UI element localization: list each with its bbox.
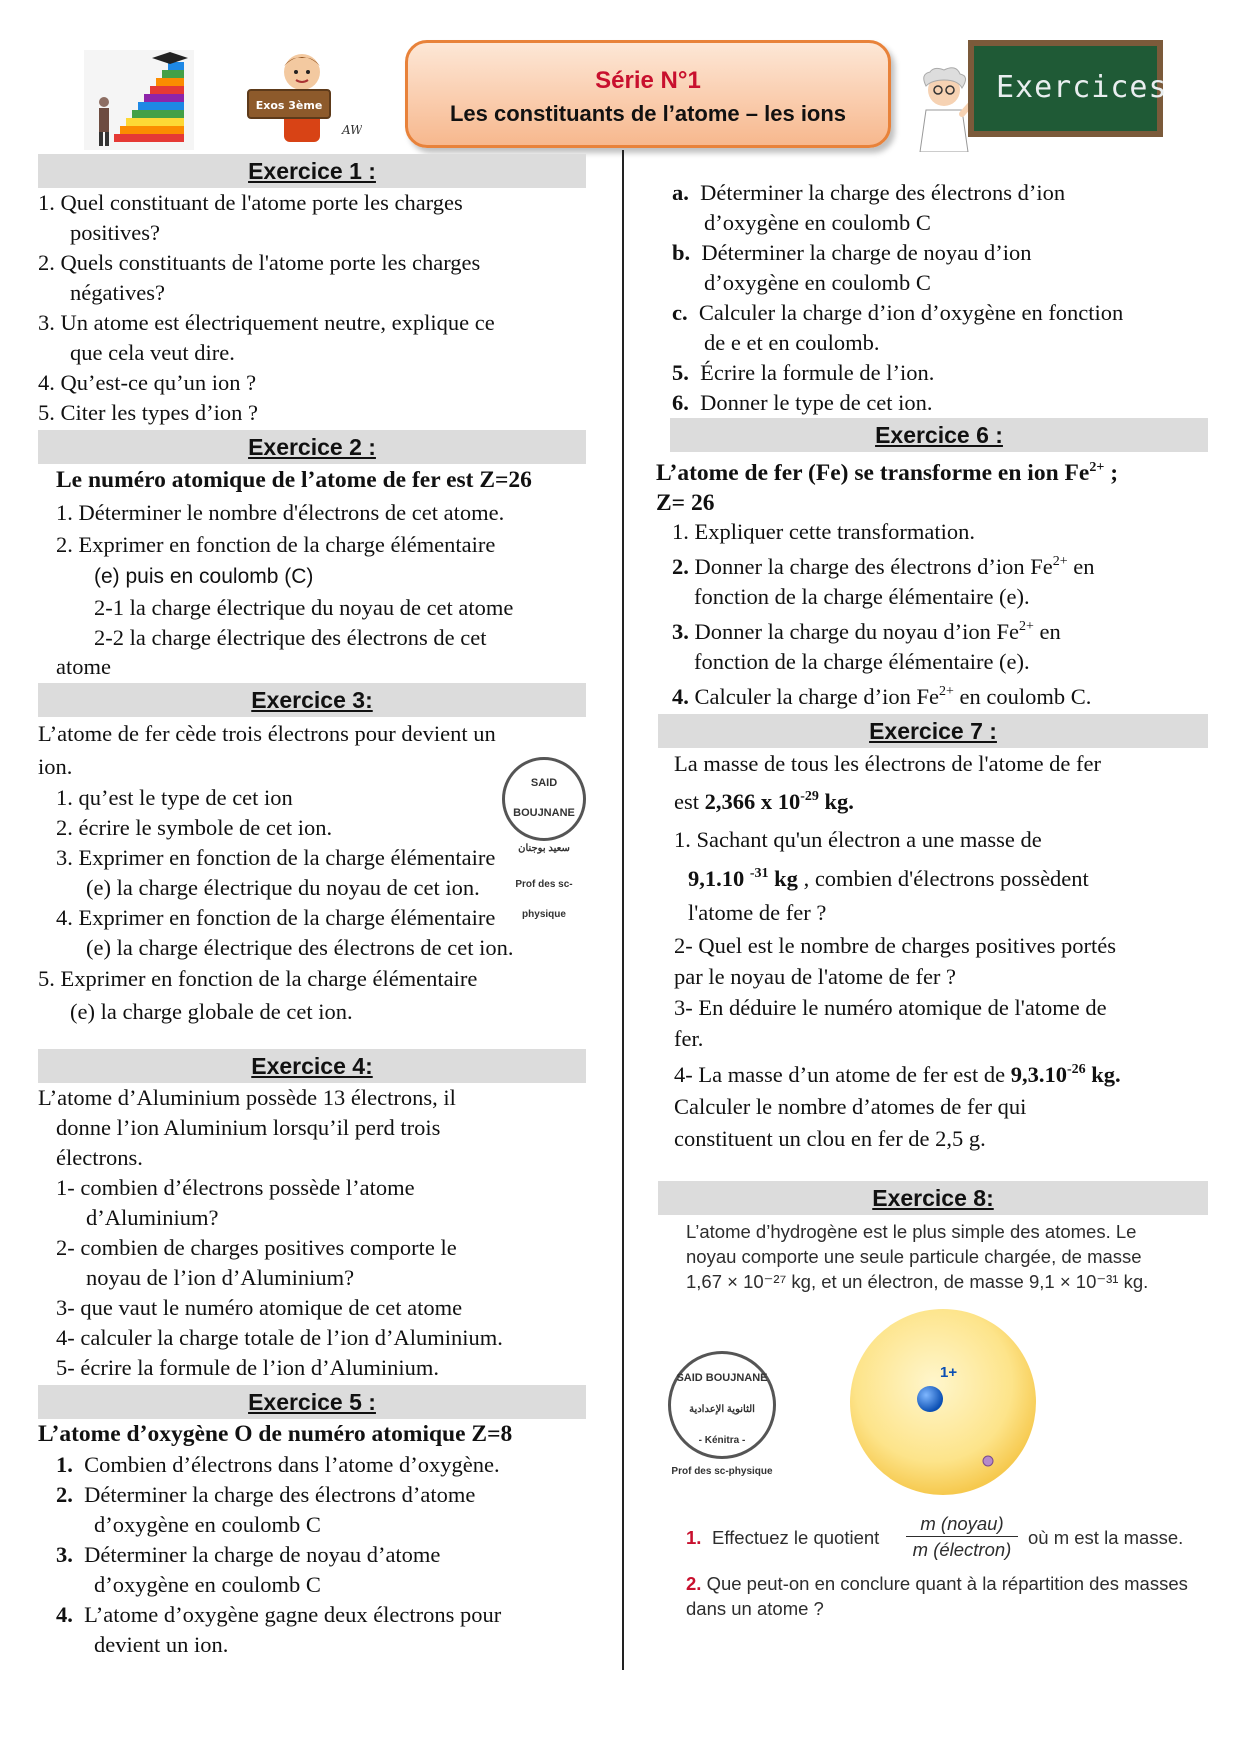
exercise-7-body [658,748,1208,1155]
stamp-city: - Kénitra - [698,1435,746,1446]
ex5-sub-num: 6. [672,390,689,415]
ex5-sub-text: d’oxygène en coulomb C [704,270,931,295]
ex5-sub-num: 5. [672,360,689,385]
ex3-line: (e) la charge globale de cet ion. [70,999,353,1024]
ex8-text: 1,67 × 10⁻²⁷ kg, et un électron, de masse 9,1 × 10⁻³¹ kg. [686,1271,1149,1292]
ex7-value: 2,366 x 10 [704,789,801,814]
stamp-role: Prof des sc-physique [671,1466,773,1477]
ex1-line: que cela veut dire. [70,340,235,365]
ex3-line: 3. Exprimer en fonction de la charge élémentaire [56,845,496,870]
ex4-line: électrons. [56,1145,143,1170]
ex7-line: Calculer le nombre d’atomes de fer qui [674,1094,1027,1119]
stamp-name: SAID BOUJNANE [676,1372,768,1384]
ex7-unit: kg. [1085,1062,1121,1087]
electron-cloud [850,1309,1036,1495]
ex6-text: Calculer la charge d’ion Fe [688,684,939,709]
ex7-line: fer. [674,1026,704,1051]
exercise-6-header [670,418,1208,452]
exercise-6-title: Exercice 6 : [875,422,1003,448]
ex6-sup: 2+ [1089,460,1105,475]
ex6-text: Donner la charge des électrons d’ion Fe [688,554,1053,579]
ex3-line: 2. écrire le symbole de cet ion. [56,815,333,840]
ex6-text: en [1033,619,1061,644]
ex5-sub-text: Écrire la formule de l’ion. [694,360,935,385]
ex5-intro: L’atome d’oxygène O de numéro atomique Z=8 [38,1421,513,1447]
ex4-line: noyau de l’ion d’Aluminium? [86,1265,355,1290]
ex7-line: par le noyau de l'atome de fer ? [674,964,957,989]
ex3-line: 5. Exprimer en fonction de la charge élémentaire [38,966,478,991]
ex4-line: L’atome d’Aluminium possède 13 électrons, il [38,1085,456,1110]
ex2-line: atome [56,654,111,679]
exercise-5-title: Exercice 5 : [248,1389,376,1415]
ex6-num: 3. [672,619,689,644]
ex5-sub-text: d’oxygène en coulomb C [704,210,931,235]
ex6-line: fonction de la charge élémentaire (e). [694,584,1030,609]
ex6-sup: 2+ [1052,554,1068,569]
ex5-text: Déterminer la charge des électrons d’atome [84,1482,476,1507]
ex1-line: positives? [70,220,160,245]
ex5-num: 3. [56,1542,73,1567]
ex4-line: 1- combien d’électrons possède l’atome [56,1175,415,1200]
ex8-question-1 [686,1511,1226,1563]
ex6-text: Donner la charge du noyau d’ion Fe [688,619,1019,644]
serie-title: Série N°1 [595,67,701,94]
ex7-sup: -31 [749,866,769,881]
badge-text: Exos 3ème [255,99,323,112]
ex8-q-text: dans un atome ? [686,1598,824,1619]
ex4-line: 3- que vaut le numéro atomique de cet atome [56,1295,463,1320]
ex3-line: ion. [38,754,73,779]
ex6-num: 4. [672,684,689,709]
ex1-line: négatives? [70,280,165,305]
exercise-7-title: Exercice 7 : [869,718,997,744]
ex1-line: 5. Citer les types d’ion ? [38,400,258,425]
exercise-4-header [38,1049,586,1083]
ex5-sub-text: de e et en coulomb. [704,330,880,355]
ex4-line: 4- calculer la charge totale de l’ion d’Aluminium. [56,1325,503,1350]
ex5-sub-num: c. [672,300,688,325]
column-divider [622,150,624,1670]
ex2-line: 1. Déterminer le nombre d'électrons de cet atome. [56,500,505,525]
right-column [658,178,1208,1629]
exercise-5-continued [658,178,1208,418]
nucleus [917,1386,943,1412]
ex3-line: 1. qu’est le type de cet ion [56,785,293,810]
ex5-text: Déterminer la charge de noyau d’atome [84,1542,441,1567]
ex7-line: constituent un clou en fer de 2,5 g. [674,1126,986,1151]
exercise-7-header [658,714,1208,748]
exercise-6-body [656,452,1208,712]
teacher-stamp [502,757,586,920]
electron [983,1456,993,1466]
exercise-3-title: Exercice 3: [251,687,373,713]
ex3-line: (e) la charge électrique du noyau de cet ion. [86,875,480,900]
ex5-sub-text: Calculer la charge d’ion d’oxygène en fonction [698,300,1124,325]
ex5-sub-text: Déterminer la charge des électrons d’ion [700,180,1066,205]
exercise-8-body [658,1215,1208,1629]
ex7-unit: kg [768,866,798,891]
ex2-line: 2-2 la charge électrique des électrons de cet [94,625,487,650]
ex7-sup: -26 [1067,1062,1086,1077]
ex7-unit: kg. [818,789,854,814]
exercise-3-header [38,683,586,717]
ex2-line: (e) puis en coulomb (C) [94,565,314,588]
exercise-4-body [38,1083,586,1383]
badge-signature: AW [342,123,362,137]
ex5-sub-text: Déterminer la charge de noyau d’ion [701,240,1032,265]
exercise-8-header [658,1181,1208,1215]
ex7-value: 9,3.10 [1010,1062,1067,1087]
ex8-text: L’atome d’hydrogène est le plus simple des atomes. Le [686,1221,1137,1242]
ex6-line: fonction de la charge élémentaire (e). [694,649,1030,674]
ex8-question-2 [686,1571,1226,1621]
ex3-line: L’atome de fer cède trois électrons pour devient un [38,721,496,746]
ex6-z: Z= 26 [656,490,715,516]
ex6-text: en coulomb C. [953,684,1092,709]
ex5-text: d’oxygène en coulomb C [94,1572,321,1597]
ex8-q-text: Que peut-on en conclure quant à la répartition des masses [706,1573,1188,1594]
ex5-text: Combien d’électrons dans l’atome d’oxygène. [84,1452,500,1477]
ex7-line: 3- En déduire le numéro atomique de l'atome de [674,995,1107,1020]
ex7-line: La masse de tous les électrons de l'atome de fer [674,751,1102,776]
ex5-sub-text: Donner le type de cet ion. [694,390,933,415]
ex2-intro: Le numéro atomique de l’atome de fer est Z=26 [56,467,532,493]
ex7-text: est [674,789,705,814]
ex8-text: noyau comporte une seule particule chargée, de masse [686,1246,1142,1267]
ex5-num: 1. [56,1452,73,1477]
nucleus-charge: 1+ [940,1364,958,1381]
ex5-text: d’oxygène en coulomb C [94,1512,321,1537]
ex6-sup: 2+ [939,684,954,699]
ex6-intro: L’atome de fer (Fe) se transforme en ion Fe [656,460,1090,486]
ex7-text: , combien d'électrons possèdent [797,866,1089,891]
exercise-3-body [38,717,586,1029]
fraction-denominator: m (électron) [912,1539,1012,1560]
ex8-q-text: où m est la masse. [1028,1527,1184,1548]
exercise-2-header [38,430,586,464]
exercise-1-title: Exercice 1 : [248,158,376,184]
exercise-1-body [38,188,586,428]
serie-subtitle: Les constituants de l’atome – les ions [449,101,847,126]
stamp-line: سعيد بوجنان [518,843,570,854]
ex6-sup: 2+ [1019,619,1034,634]
ex4-line: d’Aluminium? [86,1205,219,1230]
ex6-line: 1. Expliquer cette transformation. [672,519,976,544]
ex8-q-num: 1. [686,1527,702,1548]
ex5-text: devient un ion. [94,1632,229,1657]
stamp-name: SAID BOUJNANE [513,777,575,819]
ex7-text: 4- La masse d’un atome de fer est de [674,1062,1011,1087]
ex5-num: 2. [56,1482,73,1507]
ex7-line: l'atome de fer ? [688,900,827,925]
ex4-line: 5- écrire la formule de l’ion d’Aluminium. [56,1355,440,1380]
ex2-line: 2. Exprimer en fonction de la charge élémentaire [56,532,496,557]
ex8-q-num: 2. [686,1573,702,1594]
stairs-logo [84,50,194,150]
exercise-1-header [38,154,586,188]
ex1-line: 2. Quels constituants de l'atome porte les charges [38,250,481,275]
ex7-line: 2- Quel est le nombre de charges positives portés [674,933,1116,958]
ex5-sub-num: a. [672,180,689,205]
ex6-num: 2. [672,554,689,579]
ex8-q-text: Effectuez le quotient [712,1527,880,1548]
hydrogen-atom-diagram [848,1307,1038,1497]
ex3-line: 4. Exprimer en fonction de la charge élémentaire [56,905,496,930]
exercise-2-title: Exercice 2 : [248,434,376,460]
stamp-role: Prof des sc-physique [515,879,573,920]
student-logo [242,48,362,148]
left-column [38,154,586,1660]
exercise-4-title: Exercice 4: [251,1053,373,1079]
fraction-numerator: m (noyau) [906,1511,1018,1537]
ex7-sup: -29 [800,789,819,804]
ex3-line: (e) la charge électrique des électrons de cet ion. [86,935,514,960]
ex1-line: 1. Quel constituant de l'atome porte les charges [38,190,463,215]
ex2-line: 2-1 la charge électrique du noyau de cet atome [94,595,514,620]
exercise-5-body [38,1419,586,1660]
teacher-stamp-2 [668,1351,776,1477]
ex4-line: 2- combien de charges positives comporte le [56,1235,457,1260]
title-banner [405,40,891,148]
exercise-2-body [38,464,586,681]
ex5-sub-num: b. [672,240,691,265]
chalkboard-logo [968,40,1168,137]
ex5-text: L’atome d’oxygène gagne deux électrons pour [84,1602,502,1627]
ex4-line: donne l’ion Aluminium lorsqu’il perd trois [56,1115,441,1140]
ex6-text: en [1067,554,1095,579]
exercise-5-header [38,1385,586,1419]
ex7-line: 1. Sachant qu'un électron a une masse de [674,827,1042,852]
stamp-line: الثانوية الإعدادية [689,1404,755,1415]
ex5-num: 4. [56,1602,73,1627]
exercise-8-title: Exercice 8: [872,1185,994,1211]
ex6-intro-end: ; [1104,460,1119,486]
chalkboard-text: Exercices [996,70,1168,105]
ex7-value: 9,1.10 [688,866,750,891]
ex1-line: 4. Qu’est-ce qu’un ion ? [38,370,257,395]
ex8-fraction [906,1511,1018,1562]
ex1-line: 3. Un atome est électriquement neutre, explique ce [38,310,495,335]
